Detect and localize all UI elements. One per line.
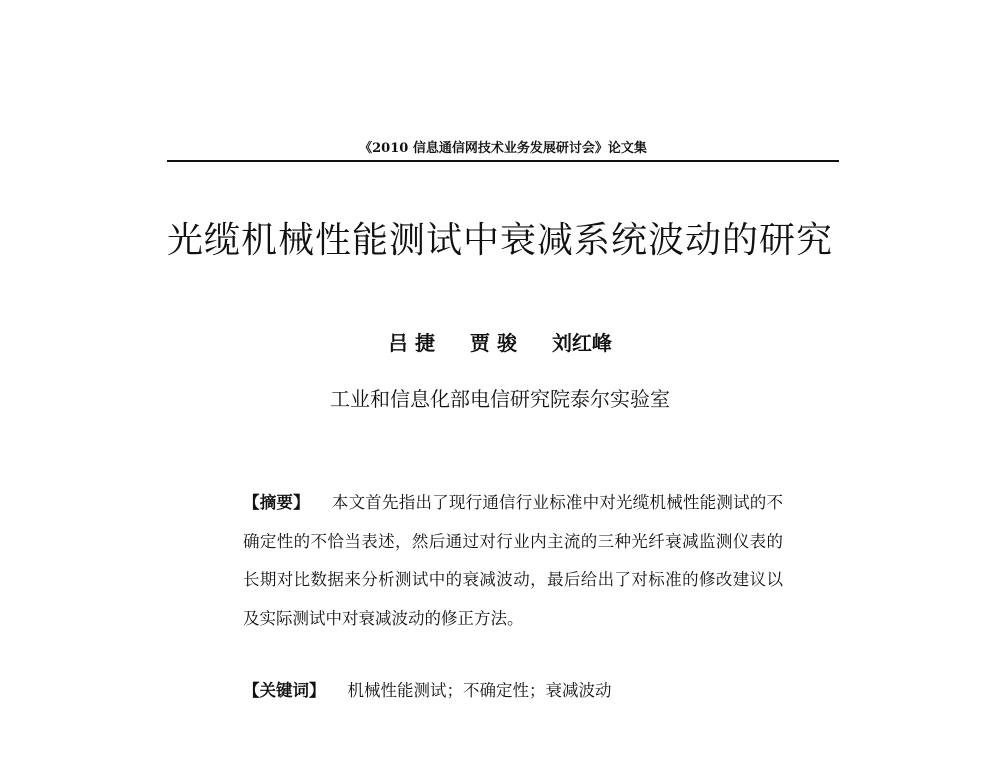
keywords	[243, 677, 783, 705]
keywords-label: 【关键词】	[243, 681, 326, 700]
author-list	[0, 328, 1000, 358]
paper-title: 光缆机械性能测试中衰减系统波动的研究	[166, 220, 833, 261]
running-header: 《2010 信息通信网技术业务发展研讨会》论文集	[359, 141, 647, 156]
header-rule	[167, 160, 839, 162]
abstract	[243, 484, 783, 638]
author-name: 刘红峰	[551, 331, 612, 355]
abstract-text: 本文首先指出了现行通信行业标准中对光缆机械性能测试的不确定性的不恰当表述，然后通过对行业内主流的三种光纤衰减监测仪表的长期对比数据来分析测试中的衰减波动，最后给出了对标准的修改建议以及实际测试中对衰减波动的修正方法。	[243, 493, 784, 628]
abstract-label: 【摘要】	[243, 493, 310, 512]
keywords-text: 机械性能测试；不确定性；衰减波动	[347, 681, 612, 700]
author-name: 吕 捷	[388, 331, 436, 355]
affiliation: 工业和信息化部电信研究院泰尔实验室	[330, 387, 670, 411]
author-name: 贾 骏	[470, 331, 517, 355]
